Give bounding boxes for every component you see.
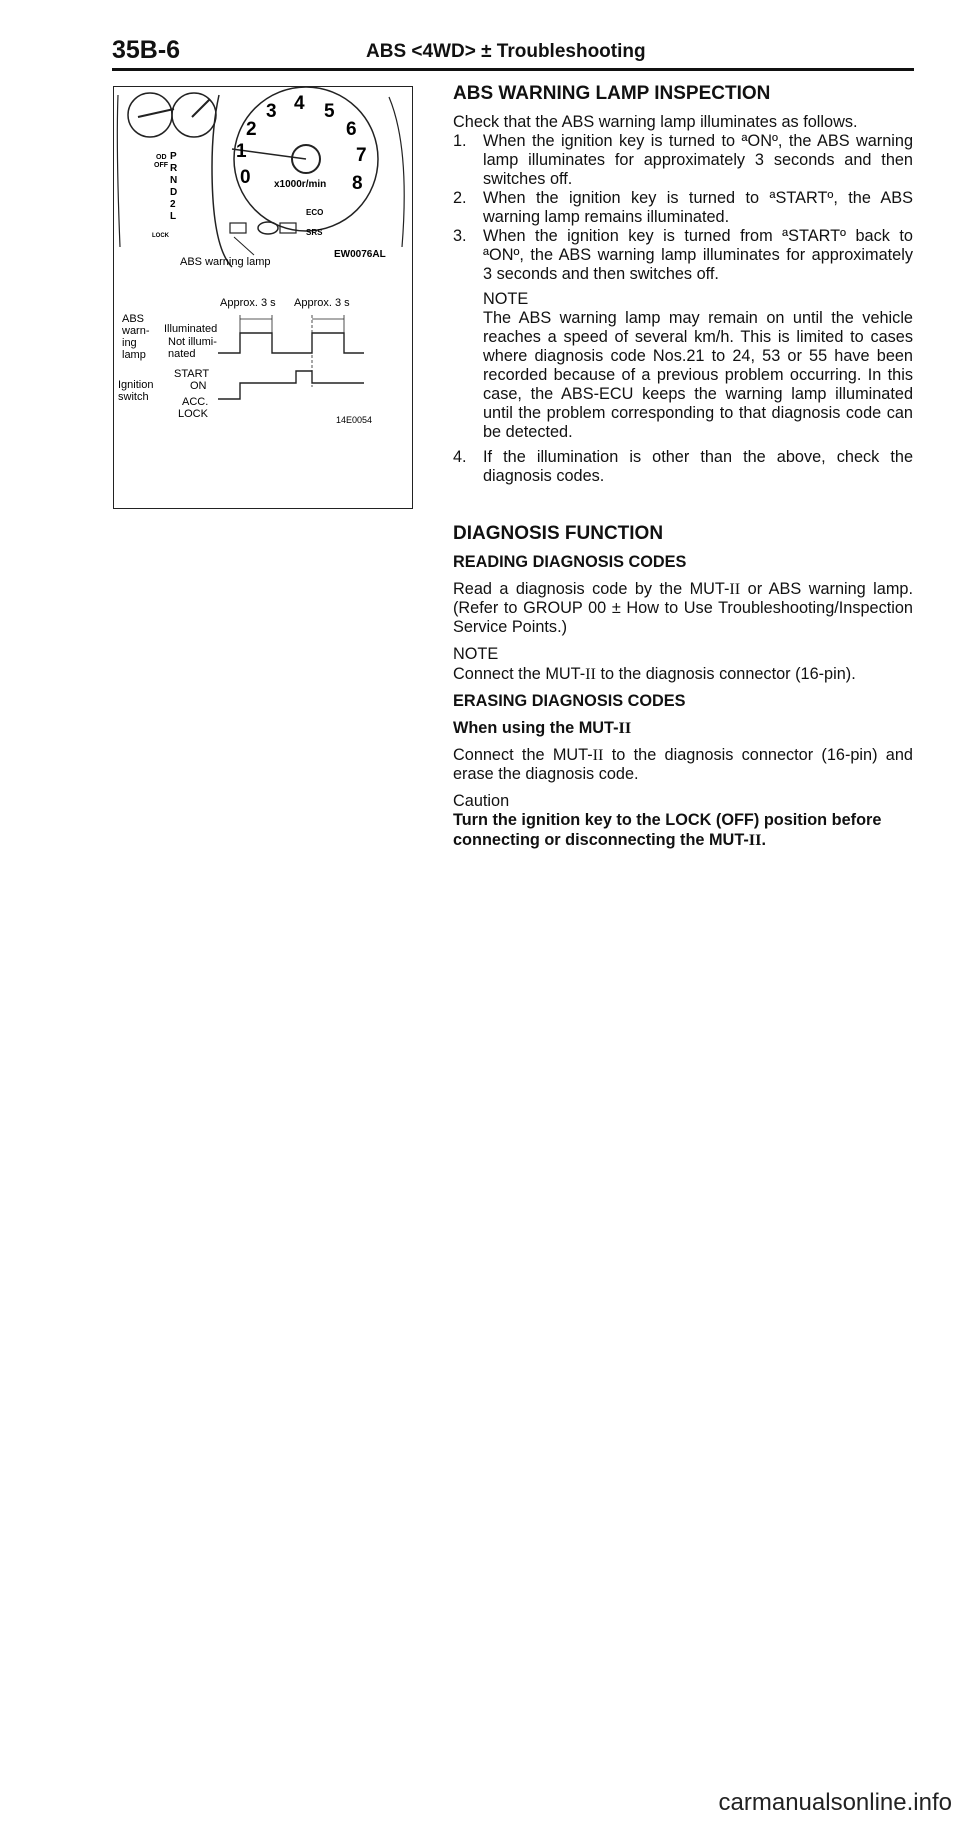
cluster-outline-left bbox=[117, 95, 120, 247]
abs-label-line3: ing bbox=[122, 337, 137, 349]
ignition-label-line1: Ignition bbox=[118, 379, 154, 391]
ignition-waveform bbox=[218, 371, 364, 399]
list-item-text: When the ignition key is turned to ªONº, the ABS warning lamp illuminates for approximately 3 seconds and then switches off. bbox=[483, 132, 913, 188]
not-illuminated-label-1: Not illumi- bbox=[168, 336, 217, 348]
figure-frame bbox=[113, 86, 413, 509]
figure-code-bottom: 14E0054 bbox=[336, 415, 373, 425]
intro-paragraph: Check that the ABS warning lamp illuminates as follows. bbox=[453, 113, 858, 131]
caution-end: . bbox=[761, 831, 766, 849]
note-block bbox=[453, 290, 913, 442]
seatbelt-lamp-icon bbox=[230, 223, 246, 233]
list-item bbox=[453, 189, 913, 227]
caution-paragraph bbox=[453, 792, 913, 850]
section-spacer bbox=[453, 492, 913, 522]
ignition-label-line2: switch bbox=[118, 391, 149, 403]
roman-numeral: II bbox=[748, 830, 762, 849]
section-heading-diagnosis: DIAGNOSIS FUNCTION bbox=[453, 523, 664, 544]
list-item-text: When the ignition key is turned from ªSTARTº back to ªONº, the ABS warning lamp illuminates for approximately 3 seconds and then switches off. bbox=[483, 227, 913, 283]
acc-label: ACC. bbox=[182, 396, 209, 408]
lock-position-label: LOCK bbox=[178, 408, 208, 420]
subheading-reading-codes: READING DIAGNOSIS CODES bbox=[453, 553, 687, 571]
tach-label-4: 4 bbox=[294, 93, 305, 114]
reading-paragraph bbox=[453, 579, 913, 637]
text-column bbox=[453, 82, 913, 858]
tach-unit-label: x1000r/min bbox=[274, 179, 327, 190]
section-heading-abs-lamp: ABS WARNING LAMP INSPECTION bbox=[453, 83, 771, 104]
note-text: The ABS warning lamp may remain on until the vehicle reaches a speed of several km/h. This is limited to cases where diagnosis code Nos.21 to 24, 53 or 55 have been recorded because of a previous problem occurring. In this case, the ABS-ECU keeps the warning lamp illuminated until the problem corresponding to that diagnosis code can be detected. bbox=[483, 309, 913, 441]
list-item bbox=[453, 132, 913, 189]
gear-2: 2 bbox=[170, 199, 176, 210]
note-text-b: to the diagnosis connector (16-pin). bbox=[595, 665, 856, 683]
tach-label-7: 7 bbox=[356, 145, 367, 166]
on-label: ON bbox=[190, 380, 207, 392]
abs-lamp-caption: ABS warning lamp bbox=[180, 256, 271, 268]
page-number: 35B-6 bbox=[112, 36, 181, 64]
abs-warning-lamp-icon bbox=[258, 222, 278, 234]
tach-label-0: 0 bbox=[240, 167, 251, 188]
reading-text-a: Read a diagnosis code by the MUT- bbox=[453, 580, 730, 598]
abs-label-line4: lamp bbox=[122, 349, 146, 361]
note-label: NOTE bbox=[483, 290, 529, 308]
subheading-erasing-codes: ERASING DIAGNOSIS CODES bbox=[453, 692, 686, 710]
lamp-leader-line bbox=[234, 237, 254, 255]
header-rule bbox=[112, 68, 914, 71]
watermark: carmanualsonline.info bbox=[718, 1789, 952, 1816]
page-title: ABS <4WD> ± Troubleshooting bbox=[366, 41, 646, 62]
erase-text-b: to the diagnosis connector (16-pin) and erase the diagnosis code. bbox=[453, 746, 913, 783]
od-label: OD bbox=[156, 154, 167, 161]
subheading-mut-usage bbox=[453, 718, 913, 738]
list-item bbox=[453, 448, 913, 486]
gear-n: N bbox=[170, 175, 178, 186]
abs-lamp-waveform bbox=[218, 333, 364, 353]
note-label-2: NOTE bbox=[453, 645, 499, 663]
caution-text: Turn the ignition key to the LOCK (OFF) position before connecting or disconnecting the MUT- bbox=[453, 811, 882, 849]
erase-text-a: Connect the MUT- bbox=[453, 746, 593, 764]
approx-label-1: Approx. 3 s bbox=[220, 297, 276, 309]
tach-label-6: 6 bbox=[346, 119, 357, 140]
gear-r: R bbox=[170, 163, 178, 174]
eco-label: ECO bbox=[306, 208, 324, 217]
list-item-number: 2. bbox=[453, 189, 467, 207]
tach-label-8: 8 bbox=[352, 173, 363, 194]
srs-label: SRS bbox=[306, 228, 323, 237]
instrument-cluster-figure bbox=[114, 87, 412, 508]
gear-d: D bbox=[170, 187, 178, 198]
roman-numeral: II bbox=[729, 579, 741, 598]
abs-label-line2: warn- bbox=[122, 325, 150, 337]
mut-usage-text: When using the MUT- bbox=[453, 719, 619, 737]
list-item-number: 4. bbox=[453, 448, 467, 466]
reading-text-b: or ABS warning lamp. (Refer to GROUP 00 ± How to Use Troubleshooting/Inspection Service Points.) bbox=[453, 580, 913, 636]
tach-label-3: 3 bbox=[266, 101, 277, 122]
note-paragraph bbox=[453, 645, 913, 684]
not-illuminated-label-2: nated bbox=[168, 348, 196, 360]
tach-label-1: 1 bbox=[236, 141, 247, 162]
list-item-text: If the illumination is other than the above, check the diagnosis codes. bbox=[483, 448, 913, 485]
gear-p: P bbox=[170, 151, 177, 162]
list-item-number: 1. bbox=[453, 132, 467, 150]
list-item-number: 3. bbox=[453, 227, 467, 245]
roman-numeral: II bbox=[618, 718, 632, 737]
fuel-needle bbox=[138, 109, 174, 117]
roman-numeral: II bbox=[592, 745, 604, 764]
illuminated-label: Illuminated bbox=[164, 323, 218, 335]
od-off-label: OFF bbox=[154, 162, 168, 169]
figure-code-top: EW0076AL bbox=[334, 249, 386, 260]
caution-label: Caution bbox=[453, 792, 510, 810]
abs-label-line1: ABS bbox=[122, 313, 145, 325]
list-item-text: When the ignition key is turned to ªSTARTº, the ABS warning lamp remains illuminated. bbox=[483, 189, 913, 226]
erase-paragraph bbox=[453, 745, 913, 784]
approx-label-2: Approx. 3 s bbox=[294, 297, 350, 309]
lock-label: LOCK bbox=[152, 233, 169, 239]
tach-label-5: 5 bbox=[324, 101, 335, 122]
note-text-a: Connect the MUT- bbox=[453, 665, 586, 683]
tach-label-2: 2 bbox=[246, 119, 257, 140]
list-item bbox=[453, 227, 913, 284]
start-label: START bbox=[174, 368, 210, 380]
gear-l: L bbox=[170, 211, 177, 222]
roman-numeral: II bbox=[585, 664, 596, 683]
cluster-outline-right bbox=[389, 97, 404, 247]
temp-needle bbox=[192, 99, 210, 117]
inspection-steps-list bbox=[453, 132, 913, 284]
